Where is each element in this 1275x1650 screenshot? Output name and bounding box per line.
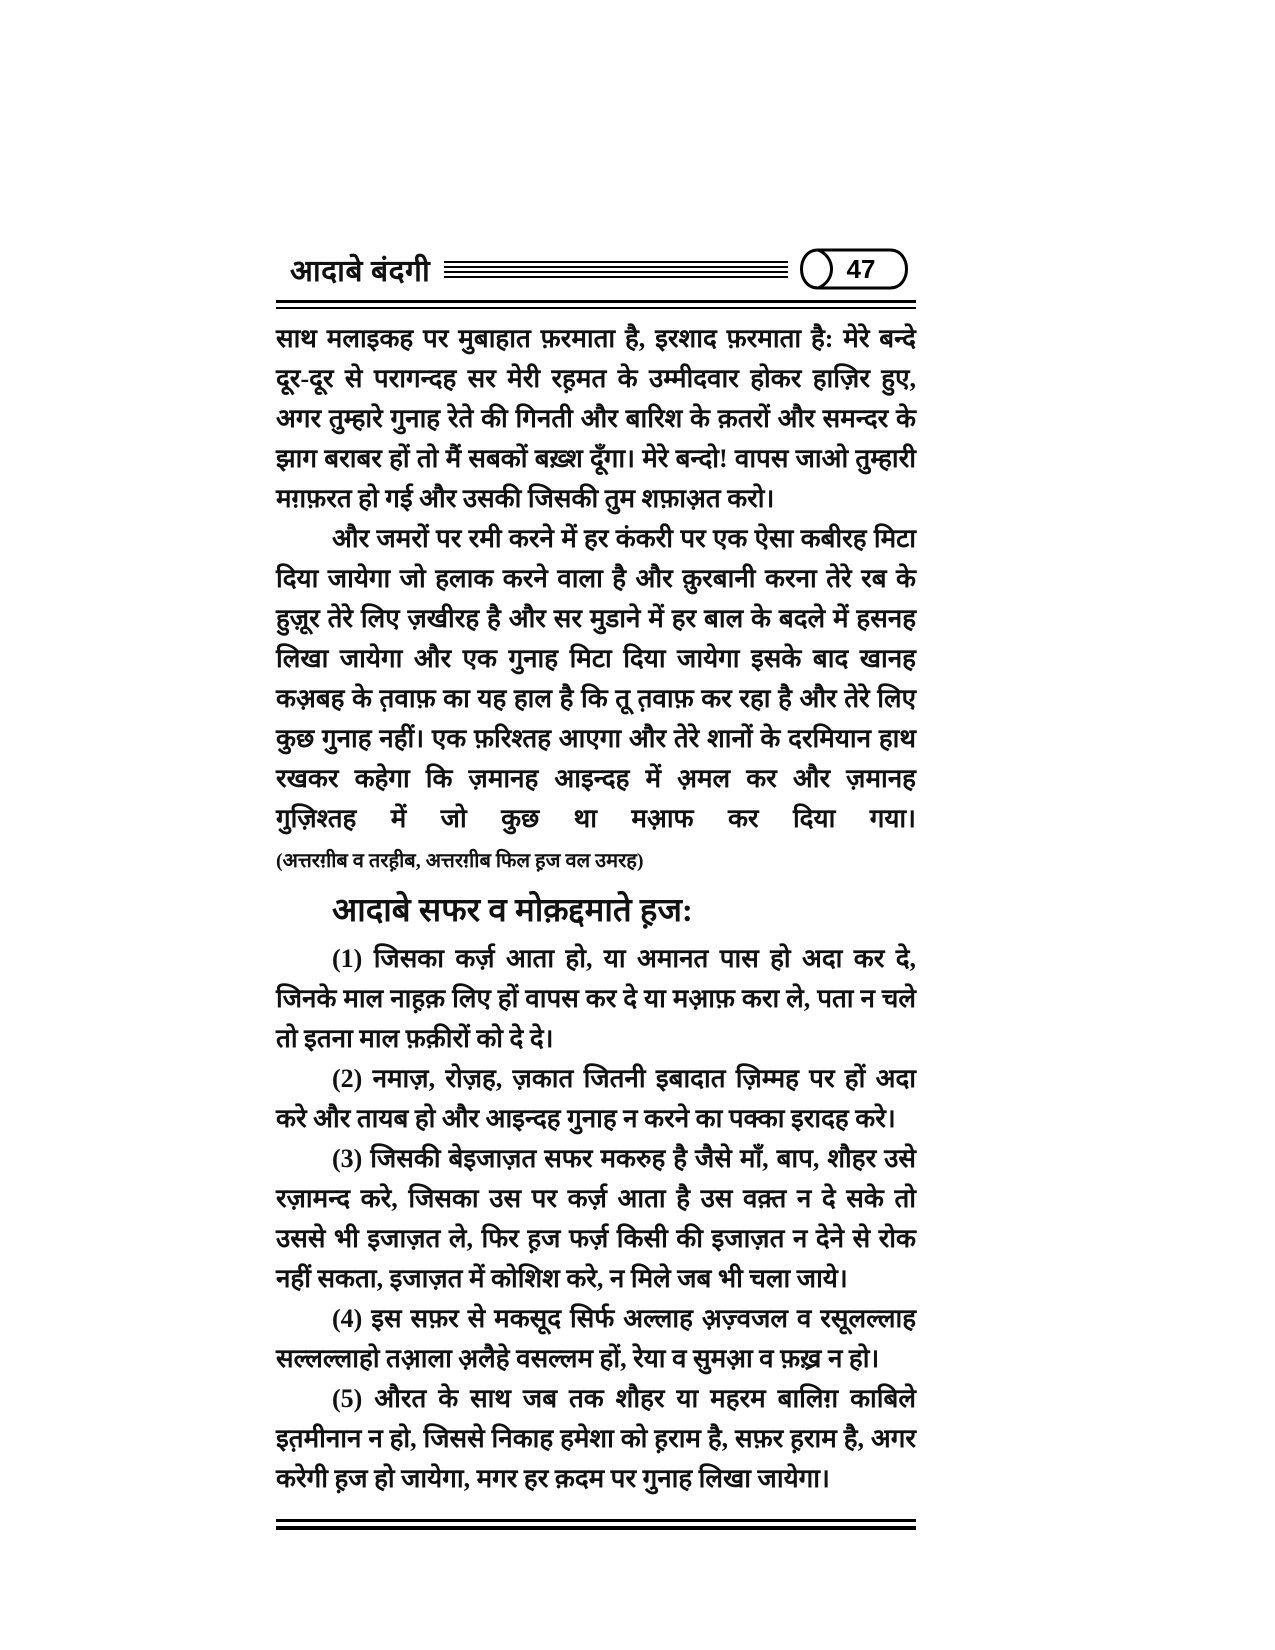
page-number: 47 bbox=[846, 254, 876, 284]
list-item-1-text: जिसका कर्ज़ आता हो, या अमानत पास हो अदा कर दे, जिनके माल नाह़क़ लिए हों वापस कर दे या मआ़फ़ करा ले, पता न चले तो इतना माल फ़क़ीरों को दे दे। bbox=[276, 944, 917, 1053]
rule-line bbox=[444, 266, 788, 268]
list-item-5-text: औरत के साथ जब तक शौहर या महरम बालिग़ काबिले इत़मीनान न हो, जिससे निकाह हमेशा को ह़राम है, सफ़र ह़राम है, अगर करेगी ह़ज हो जायेगा, मगर हर क़दम पर गुनाह लिखा जायेगा। bbox=[276, 1384, 916, 1493]
header-rule-lines bbox=[444, 261, 788, 278]
book-page bbox=[276, 246, 916, 1530]
list-item-2-number: (2) bbox=[332, 1064, 363, 1093]
body-paragraph-1: साथ मलाइकह पर मुबाहात फ़रमाता है, इरशाद फ़रमाता है: मेरे बन्दे दूर-दूर से परागन्दह सर मेरी रह़मत के उम्मीदवार होकर हाज़िर हुए, अगर तुम्हारे गुनाह रेते की गिनती और बारिश के क़तरों और समन्दर के झाग बराबर हों तो मैं सबकों बख़्श दूँगा। मेरे बन्दो! वापस जाओ तुम्हारी मग़फ़रत हो गई और उसकी जिसकी तुम शफ़ाअ़त करो। bbox=[276, 324, 916, 513]
list-item-5-number: (5) bbox=[332, 1384, 363, 1413]
rule-line bbox=[444, 261, 788, 263]
list-item-1-number: (1) bbox=[332, 944, 363, 973]
list-item-4-text: इस सफ़र से मकसूद सिर्फ अल्लाह अ़ज़्वजल व रसूलल्लाह सल्लल्लाहो तआ़ला अ़लैहे वसल्लम हों, रेया व सुमआ़ व फ़ख़्र न हो। bbox=[276, 1304, 917, 1373]
page-header bbox=[276, 246, 916, 292]
body-paragraph-2 bbox=[276, 519, 916, 881]
list-item-2 bbox=[276, 1059, 916, 1139]
paragraph-2-text: और जमरों पर रमी करने में हर कंकरी पर एक ऐसा कबीरह मिटा दिया जायेगा जो हलाक करने वाला है और क़ुरबानी करना तेरे रब के हुज़ूर तेरे लिए ज़खीरह है और सर मुडाने में हर बाल के बदले में हसनह लिखा जायेगा और एक गुनाह मिटा दिया जायेगा इसके बाद खानह कअ़बह के त़वाफ़ का यह हाल है कि तू त़वाफ़ कर रहा है और तेरे लिए कुछ गुनाह नहीं। एक फ़रिश्तह आएगा और तेरे शानों के दरमियान हाथ रखकर कहेगा कि ज़मानह आइन्दह में अ़मल कर और ज़मानह गुज़िश्तह में जो कुछ था मआ़फ कर दिया गया। bbox=[276, 524, 916, 833]
rule-line bbox=[444, 271, 788, 273]
list-item-3 bbox=[276, 1139, 916, 1299]
list-item-4 bbox=[276, 1299, 916, 1379]
page-number-badge bbox=[782, 246, 916, 292]
header-divider bbox=[276, 300, 916, 309]
page-body bbox=[276, 319, 916, 1499]
list-item-1 bbox=[276, 939, 916, 1059]
rule-line bbox=[444, 276, 788, 278]
footer-divider bbox=[276, 1519, 916, 1530]
list-item-5 bbox=[276, 1379, 916, 1499]
section-heading: आदाबे सफर व मोक़द्दमाते ह़ज: bbox=[332, 893, 693, 929]
book-title: आदाबे बंदगी bbox=[290, 254, 431, 288]
citation-reference: (अत्तरग़ीब व तरह़ीब, अत्तरग़ीब फिल ह़ज वल उमरह) bbox=[276, 850, 644, 872]
list-item-3-text: जिसकी बेइजाज़त सफर मकरुह है जैसे माँ, बाप, शौहर उसे रज़ामन्द करे, जिसका उस पर कर्ज़ आता है उस वक़्त न दे सके तो उससे भी इजाज़त ले, फिर ह़ज फर्ज़ किसी की इजाज़त न देने से रोक नहीं सकता, इजाज़त में कोशिश करे, न मिले जब भी चला जाये। bbox=[276, 1144, 916, 1293]
list-item-4-number: (4) bbox=[332, 1304, 363, 1333]
list-item-2-text: नमाज़, रोज़ह, ज़कात जितनी इबादात ज़िम्मह पर हों अदा करे और तायब हो और आइन्दह गुनाह न करने का पक्का इरादह करे। bbox=[276, 1064, 916, 1133]
list-item-3-number: (3) bbox=[332, 1144, 363, 1173]
